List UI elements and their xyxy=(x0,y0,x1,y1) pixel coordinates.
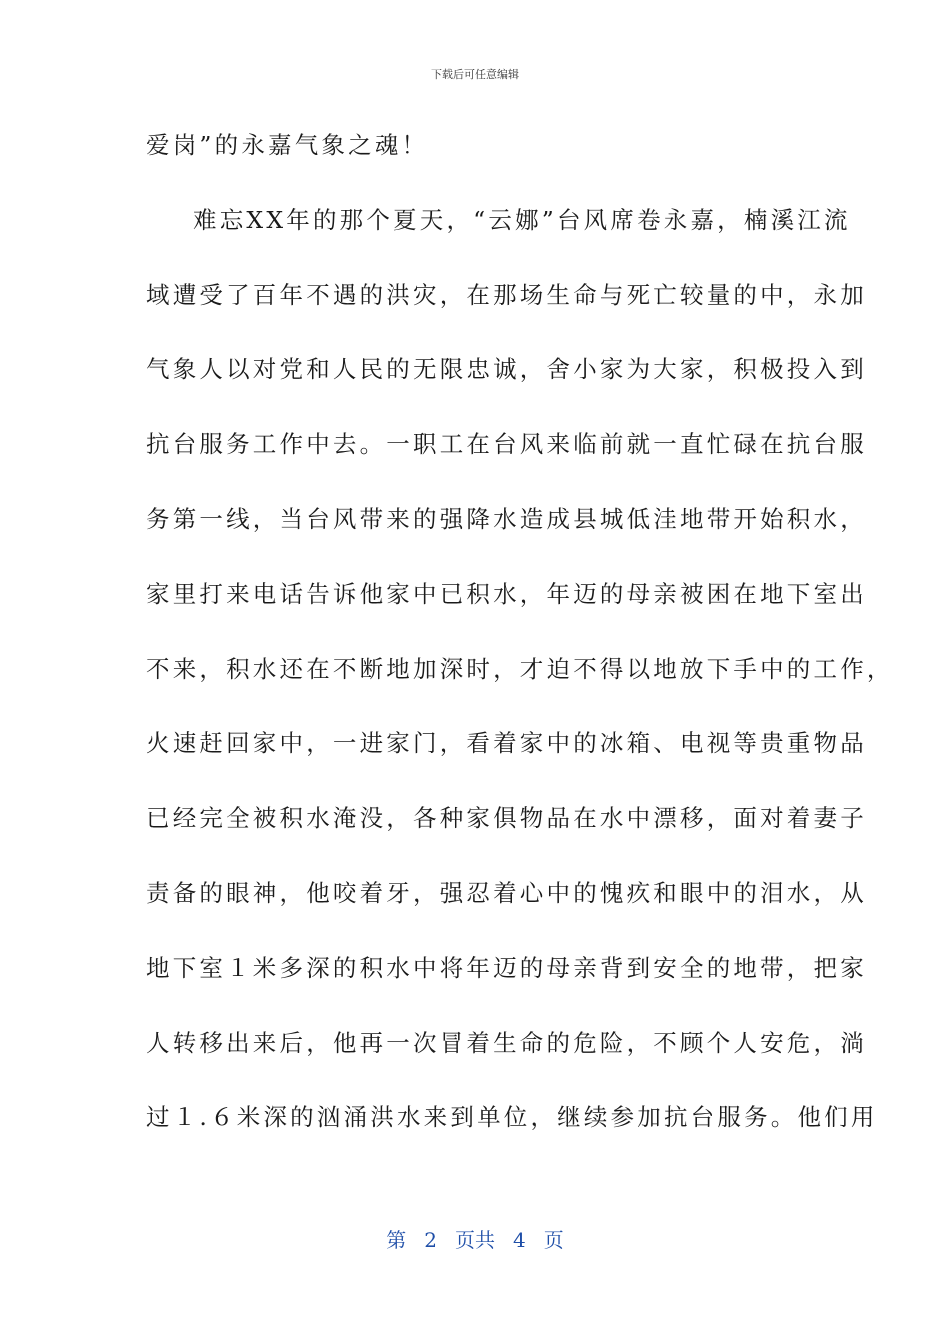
page-number: 2 xyxy=(424,1228,437,1252)
text-line: 责备的眼神，他咬着牙，强忍着心中的愧疚和眼中的泪水，从 xyxy=(146,878,867,907)
text-line: 务第一线，当台风带来的强降水造成县城低洼地带开始积水， xyxy=(146,504,867,533)
page-footer xyxy=(0,1224,950,1253)
total-pages: 4 xyxy=(513,1228,526,1252)
page-label-mid: 页共 xyxy=(455,1228,495,1252)
text-line: 域遭受了百年不遇的洪灾，在那场生命与死亡较量的中，永加 xyxy=(146,280,867,309)
body-text xyxy=(146,122,894,1169)
text-line: 过１.６米深的汹涌洪水来到单位，继续参加抗台服务。他们用 xyxy=(146,1103,878,1132)
text-line: 火速赶回家中，一进家门，看着家中的冰箱、电视等贵重物品 xyxy=(146,729,867,758)
text-line: 已经完全被积水淹没，各种家俱物品在水中漂移，面对着妻子 xyxy=(146,804,867,833)
page-label-suffix: 页 xyxy=(543,1228,564,1252)
text-line: 地下室１米多深的积水中将年迈的母亲背到安全的地带，把家 xyxy=(146,953,867,982)
text-line: 爱岗”的永嘉气象之魂！ xyxy=(146,131,429,159)
page-label-prefix: 第 xyxy=(386,1228,407,1252)
text-line: 气象人以对党和人民的无限忠诚，舍小家为大家，积极投入到 xyxy=(146,355,867,384)
text-line: 家里打来电话告诉他家中已积水，年迈的母亲被困在地下室出 xyxy=(146,579,867,608)
text-line: 不来，积水还在不断地加深时，才迫不得以地放下手中的工作， xyxy=(146,654,894,683)
paragraph-first-line: 难忘XX年的那个夏天，“云娜”台风席卷永嘉，楠溪江流 xyxy=(193,205,851,234)
text-line: 抗台服务工作中去。一职工在台风来临前就一直忙碌在抗台服 xyxy=(146,430,867,459)
text-line: 人转移出来后，他再一次冒着生命的危险，不顾个人安危，淌 xyxy=(146,1028,867,1057)
page-header: 下载后可任意编辑 xyxy=(431,68,519,81)
